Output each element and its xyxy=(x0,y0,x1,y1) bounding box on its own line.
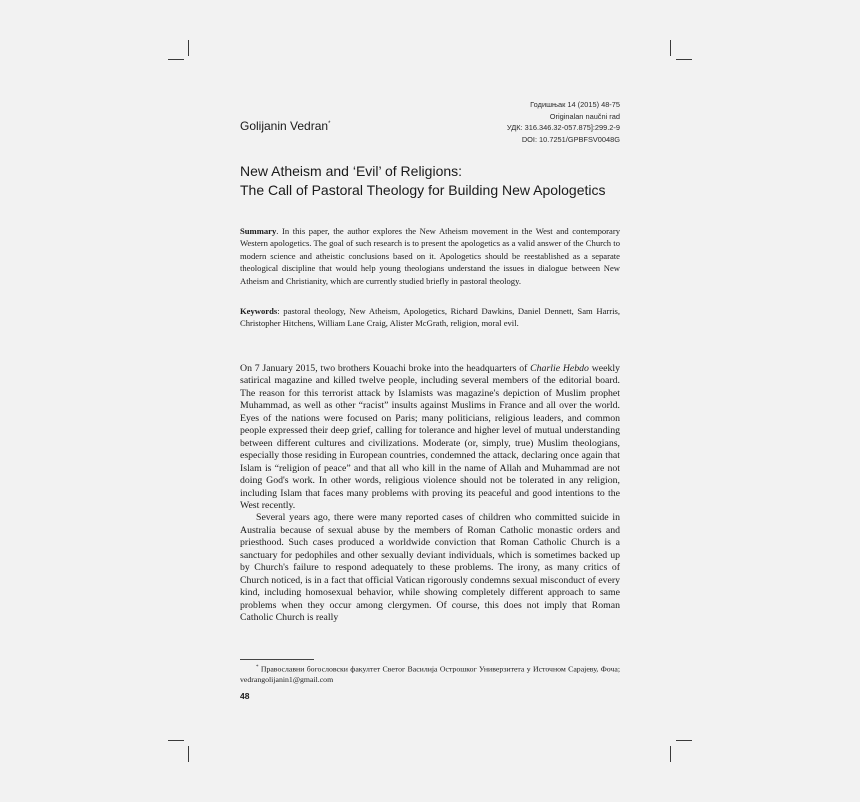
paragraph-1 xyxy=(240,363,620,512)
paragraph-1-start: On 7 January 2015, two brothers Kouachi broke into the headquarters of xyxy=(240,363,531,374)
title-line-2: The Call of Pastoral Theology for Building New Apologetics xyxy=(240,182,606,198)
title-line-1: New Atheism and ‘Evil’ of Religions: xyxy=(240,163,463,179)
body-text xyxy=(240,363,620,625)
crop-mark xyxy=(670,746,671,762)
crop-mark xyxy=(670,40,671,56)
footnote-rule xyxy=(240,659,314,660)
crop-mark xyxy=(168,740,184,741)
paragraph-2: Several years ago, there were many reported cases of children who committed suicide in Australia because of sexual abuse by the members of Roman Catholic monastic orders and priesthood. Such cases produced a worldwide conviction that Roman Catholic Church is a sanctuary for pedophiles and other sexually deviant individuals, which is sometimes backed up by Church's failure to respond adequately to these problems. The irony, as many critics of Church noticed, is in a fact that official Vatican rigorously condemns sexual misconduct of every kind, including homosexual behavior, while showing completely different approach to same problems when they occur among clergymen. Of course, this does not imply that Roman Catholic Church is really xyxy=(240,512,620,624)
keywords xyxy=(240,305,620,330)
paper-title xyxy=(240,162,630,200)
keywords-label: Keywords xyxy=(240,306,278,316)
footnote-text: Православни богословски факултет Светог Василија Острошког Универзитета у Источном Сарајеву, Фоча; vedrangolijanin1@gmail.com xyxy=(240,664,620,685)
crop-mark xyxy=(168,59,184,60)
author-footnote-mark: * xyxy=(328,121,331,127)
summary xyxy=(240,225,620,287)
doi: DOI: 10.7251/GPBFSV0048G xyxy=(521,134,620,144)
paragraph-1-rest: weekly satirical magazine and killed twelve people, including several members of the editorial board. The reason for this terrorist attack by Islamists was magazine's depiction of Muslim prophet Muhammad, as well as other “racist” insults against Muslims in France and all over the world. Eyes of the nations were focused on Paris; many politicians, religious leaders, and common people expressed their deep grief, calling for tolerance and higher level of mutual understanding between different cultures and civilizations. Moderate (or, simply, true) Muslim theologians, especially those residing in European countries, condemned the attack, declaring once again that Islam is “religion of peace” and that all who kill in the name of Allah and Muhammad are not doing God's work. In other words, religious violence should not be tolerated in any religion, including Islam that faces many problems with proving its peaceful and good intentions to the West recently. xyxy=(240,363,620,511)
magazine-title: Charlie Hebdo xyxy=(530,363,589,374)
footnote xyxy=(240,663,620,686)
summary-label: Summary xyxy=(240,226,277,236)
udk-code: УДК: 316.346.32-057.875]:299.2-9 xyxy=(506,123,620,132)
journal-metadata xyxy=(440,99,620,145)
crop-mark xyxy=(676,740,692,741)
journal-line: Годишњак 14 (2015) 48-75 xyxy=(530,100,620,109)
page-number: 48 xyxy=(240,691,250,701)
crop-mark xyxy=(188,746,189,762)
author-name-text: Golijanin Vedran xyxy=(240,119,329,133)
crop-mark xyxy=(676,59,692,60)
summary-text: . In this paper, the author explores the New Atheism movement in the West and contemporary Western apologetics. The goal of such research is to present the apologetics as a valid answer of the Church to modern science and atheistic conclusions based on it. Apologetics should be reestablished as a separate theological discipline that would help young theologians understand the issues in dialogue between New Atheism and Christianity, which are currently studied briefly in pastoral theology. xyxy=(240,226,620,286)
footnote-mark: * xyxy=(256,665,259,670)
keywords-text: : pastoral theology, New Atheism, Apologetics, Richard Dawkins, Daniel Dennett, Sam Harris, Christopher Hitchens, William Lane Craig, Alister McGrath, religion, moral evil. xyxy=(240,306,620,329)
paper-type: Originalan naučni rad xyxy=(549,111,620,121)
crop-mark xyxy=(188,40,189,56)
author-name xyxy=(240,119,330,133)
